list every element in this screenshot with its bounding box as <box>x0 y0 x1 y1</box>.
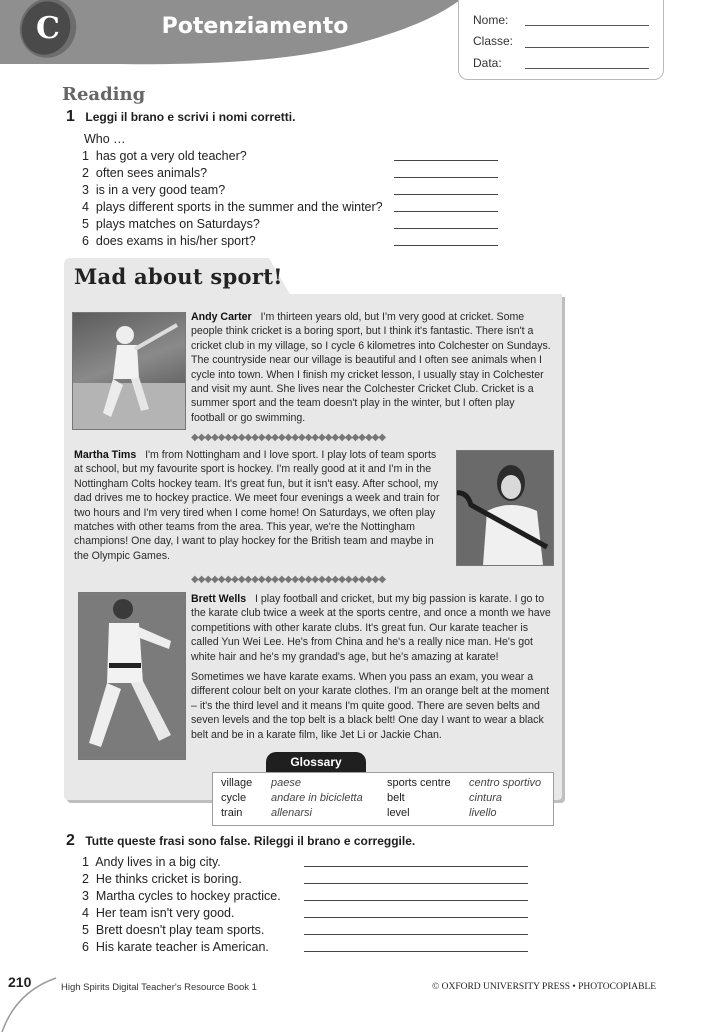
exercise1-number: 1 <box>66 108 75 125</box>
sentence-3: 3 Martha cycles to hockey practice. <box>82 889 281 903</box>
reading-heading: Reading <box>62 84 146 105</box>
glossary-term: cycle <box>221 792 247 804</box>
andy-paragraph <box>191 310 551 425</box>
glossary-translation: andare in bicicletta <box>271 792 363 804</box>
sentence-4: 4 Her team isn't very good. <box>82 906 235 920</box>
brett-paragraph-2 <box>191 670 551 742</box>
glossary-term: belt <box>387 792 405 804</box>
question-3: 3 is in a very good team? <box>82 183 226 197</box>
question-4: 4 plays different sports in the summer and the winter? <box>82 200 383 214</box>
martha-text: I'm from Nottingham and I love sport. I play lots of team sports at school, but my favourite sport is hockey. I'm really good at it and I'm in the Nottingham Colts hockey team. It's great fun, but it isn't easy. After school, my dad drives me to hockey practice. We meet four evenings a week and train for two hours and I'm very tired when I come home! On Saturdays, we often play matches with other teams from the area. This year, we're the Nottingham champions! One day, I want to play hockey for the British team and maybe in the Olympic Games. <box>74 449 440 562</box>
glossary-translation: cintura <box>469 792 503 804</box>
divider-diamonds-2: ◆◆◆◆◆◆◆◆◆◆◆◆◆◆◆◆◆◆◆◆◆◆◆◆◆◆◆◆◆ <box>191 574 386 585</box>
correction-line-6[interactable] <box>304 951 528 952</box>
glossary-term: sports centre <box>387 777 451 789</box>
article-title: Mad about sport! <box>74 264 283 289</box>
answer-line-5[interactable] <box>394 228 498 229</box>
hockey-player-photo <box>456 450 554 566</box>
page-title: Potenziamento <box>161 14 349 39</box>
exercise2-header <box>66 832 415 850</box>
name-field[interactable] <box>525 25 649 26</box>
correction-line-3[interactable] <box>304 900 528 901</box>
brett-name: Brett Wells <box>191 593 247 605</box>
glossary-translation: allenarsi <box>271 807 312 819</box>
name-label: Nome: <box>473 13 509 27</box>
answer-line-6[interactable] <box>394 245 498 246</box>
glossary-term: village <box>221 777 253 789</box>
brett-text-2: Sometimes we have karate exams. When you pass an exam, you wear a different colour belt on your karate clothes. I'm an orange belt at the moment – it's the third level and it means I'm quite good. There are seven belts and seven levels and the top belt is a black belt! One day I want to wear a black belt and be in a karate film, like Jet Li or Jackie Chan. <box>191 671 550 741</box>
book-title: High Spirits Digital Teacher's Resource Book 1 <box>61 982 257 993</box>
section-letter: C <box>36 11 60 46</box>
student-info-box <box>458 0 664 80</box>
page-number-arc <box>0 962 60 1032</box>
glossary-term: train <box>221 807 243 819</box>
correction-line-1[interactable] <box>304 866 528 867</box>
martha-name: Martha Tims <box>74 449 137 461</box>
glossary-translation: livello <box>469 807 497 819</box>
cricket-player-photo <box>72 312 186 430</box>
date-field[interactable] <box>525 68 649 69</box>
martha-paragraph <box>74 448 444 563</box>
sentence-1: 1 Andy lives in a big city. <box>82 855 221 869</box>
correction-line-5[interactable] <box>304 934 528 935</box>
publisher-notice: © OXFORD UNIVERSITY PRESS • PHOTOCOPIABLE <box>432 982 657 992</box>
question-6: 6 does exams in his/her sport? <box>82 234 256 248</box>
brett-text: I play football and cricket, but my big passion is karate. I go to the karate club twice a week at the sports centre, and once a month we have competitions with other karate clubs. It's great fun. Our karate teacher is called Yun Wei Lee. He's from China and he's a really nice man. He's got white hair and he's my grandad's age, but he's amazing at karate! <box>191 593 551 663</box>
andy-text: I'm thirteen years old, but I'm very good at cricket. Some people think cricket is a boring sport, but I think it's fantastic. There isn't a cricket club in my village, so I cycle 6 kilometres into Colchester on Sundays. The countryside near our village is beautiful and I often see animals when I cycle into town. When I finish my cricket lesson, I usually stay in Colchester and visit my aunt. She lives near the Colchester Cricket Club. Cricket is a summer sport and the team doesn't play in the winter, but I often play football or go swimming. <box>191 311 551 424</box>
exercise2-number: 2 <box>66 832 75 849</box>
answer-line-1[interactable] <box>394 160 498 161</box>
answer-line-2[interactable] <box>394 177 498 178</box>
answer-line-3[interactable] <box>394 194 498 195</box>
glossary-title: Glossary <box>266 752 366 772</box>
answer-line-4[interactable] <box>394 211 498 212</box>
page-number: 210 <box>8 974 32 990</box>
question-1: 1 has got a very old teacher? <box>82 149 247 163</box>
question-5: 5 plays matches on Saturdays? <box>82 217 260 231</box>
correction-line-4[interactable] <box>304 917 528 918</box>
glossary-translation: paese <box>271 777 301 789</box>
exercise1-header <box>66 108 295 126</box>
correction-line-2[interactable] <box>304 883 528 884</box>
karate-student-photo <box>78 592 186 760</box>
question-2: 2 often sees animals? <box>82 166 208 180</box>
class-label: Classe: <box>473 34 514 48</box>
exercise1-intro: Who … <box>84 132 126 146</box>
glossary-translation: centro sportivo <box>469 777 542 789</box>
sentence-5: 5 Brett doesn't play team sports. <box>82 923 265 937</box>
glossary-box <box>212 772 554 826</box>
class-field[interactable] <box>525 47 649 48</box>
exercise1-instruction: Leggi il brano e scrivi i nomi corretti. <box>85 110 296 124</box>
date-label: Data: <box>473 56 502 70</box>
brett-paragraph-1 <box>191 592 551 664</box>
exercise2-instruction: Tutte queste frasi sono false. Rileggi il brano e correggile. <box>85 834 416 848</box>
divider-diamonds-1: ◆◆◆◆◆◆◆◆◆◆◆◆◆◆◆◆◆◆◆◆◆◆◆◆◆◆◆◆◆ <box>191 432 386 443</box>
sentence-6: 6 His karate teacher is American. <box>82 940 269 954</box>
sentence-2: 2 He thinks cricket is boring. <box>82 872 242 886</box>
glossary-term: level <box>387 807 410 819</box>
andy-name: Andy Carter <box>191 311 252 323</box>
